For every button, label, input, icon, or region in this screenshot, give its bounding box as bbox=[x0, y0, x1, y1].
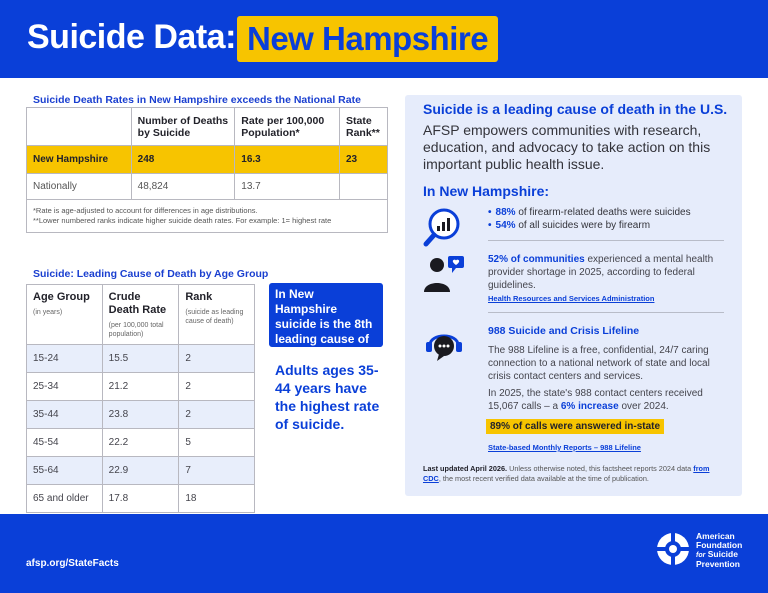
table-cell: 65 and older bbox=[27, 485, 103, 513]
bullet-firearm-deaths bbox=[488, 207, 728, 218]
person-chat-icon bbox=[422, 254, 468, 294]
header-sub: (per 100,000 total population) bbox=[108, 322, 164, 338]
table-cell: 16.3 bbox=[235, 146, 340, 174]
table-header-cell: Number of Deaths by Suicide bbox=[131, 108, 235, 146]
table-cell: 13.7 bbox=[235, 174, 340, 200]
updated-text-a: Unless otherwise noted, this factsheet reports 2024 data bbox=[509, 464, 692, 473]
table-cell: 23.8 bbox=[102, 401, 179, 429]
note-rank: **Lower numbered ranks indicate higher suicide death rates. For example: 1= highest rate bbox=[33, 216, 332, 225]
logo-line: Foundation bbox=[696, 540, 743, 550]
afsp-logo-text bbox=[696, 532, 742, 569]
table-row bbox=[27, 401, 255, 429]
table-cell bbox=[339, 174, 387, 200]
table-header-cell bbox=[102, 285, 179, 345]
statefacts-link[interactable]: afsp.org/StateFacts bbox=[26, 558, 119, 569]
bullet-suicides-firearm bbox=[488, 220, 728, 231]
calls-text bbox=[488, 387, 724, 413]
table-header-cell: Rate per 100,000 Population* bbox=[235, 108, 340, 146]
calls-text-b: over 2024. bbox=[621, 401, 669, 412]
headset-chat-icon bbox=[423, 323, 465, 365]
answered-in-state-highlight: 89% of calls were answered in-state bbox=[486, 419, 664, 434]
updated-text-b: , the most recent verified data available at the time of publication. bbox=[438, 474, 649, 483]
table-header-cell bbox=[27, 285, 103, 345]
table-cell: 15.5 bbox=[102, 345, 179, 373]
shortage-text bbox=[488, 253, 724, 292]
table-cell: 22.9 bbox=[102, 457, 179, 485]
cdc-link[interactable]: from CDC bbox=[423, 464, 710, 483]
shortage-rest: experienced a mental health provider shortage in 2025, according to federal guidelines. bbox=[488, 254, 714, 291]
table-cell: 45-54 bbox=[27, 429, 103, 457]
stat-bold: 88% bbox=[495, 207, 516, 218]
stat-bold: 54% bbox=[495, 220, 516, 231]
table-cell: Nationally bbox=[27, 174, 132, 200]
table-cell: 25-34 bbox=[27, 373, 103, 401]
last-updated-note bbox=[423, 464, 723, 484]
age-table-title: Suicide: Leading Cause of Death by Age Group bbox=[33, 268, 269, 280]
lifeline-text: The 988 Lifeline is a free, confidential, 24/7 caring connection to a national network of state and local crisis contact centers and services. bbox=[488, 345, 710, 382]
page-title: Suicide Data: bbox=[27, 18, 236, 56]
bullet-dot: • bbox=[488, 207, 492, 218]
table-cell: 18 bbox=[179, 485, 255, 513]
table-row bbox=[27, 429, 255, 457]
logo-for: for bbox=[696, 552, 706, 559]
table-header-cell bbox=[179, 285, 255, 345]
table-cell: 5 bbox=[179, 429, 255, 457]
footer-banner bbox=[0, 514, 768, 593]
logo-line: American bbox=[696, 531, 735, 541]
divider bbox=[488, 312, 724, 313]
logo-line: Prevention bbox=[696, 559, 740, 569]
table-row bbox=[27, 345, 255, 373]
table-cell: 22.2 bbox=[102, 429, 179, 457]
reports-link[interactable]: State-based Monthly Reports – 988 Lifeline bbox=[488, 443, 641, 452]
panel-heading: Suicide is a leading cause of death in the U.S. bbox=[423, 101, 728, 117]
table-cell: 35-44 bbox=[27, 401, 103, 429]
panel-intro: AFSP empowers communities with research, education, and advocacy to take action on this important public health issue. bbox=[423, 122, 711, 172]
state-heading: In New Hampshire: bbox=[423, 183, 550, 199]
table-cell: 17.8 bbox=[102, 485, 179, 513]
table-header-row bbox=[27, 108, 388, 146]
table-header-row bbox=[27, 285, 255, 345]
shortage-bold: 52% of communities bbox=[488, 254, 585, 265]
table-header-cell bbox=[27, 108, 132, 146]
magnifier-chart-icon bbox=[422, 205, 468, 251]
table-cell: 23 bbox=[339, 146, 387, 174]
table-cell: 7 bbox=[179, 457, 255, 485]
logo-suicide: Suicide bbox=[707, 549, 738, 559]
table-row bbox=[27, 373, 255, 401]
lifeline-heading: 988 Suicide and Crisis Lifeline bbox=[488, 325, 640, 337]
table-row-new-hampshire bbox=[27, 146, 388, 174]
updated-date: Last updated April 2026. bbox=[423, 464, 508, 473]
leading-cause-callout: In New Hampshire suicide is the 8th leading cause of death overall. bbox=[269, 283, 383, 347]
stat-text: of all suicides were by firearm bbox=[518, 220, 651, 231]
table-cell: 15-24 bbox=[27, 345, 103, 373]
table-cell: 2 bbox=[179, 345, 255, 373]
calls-increase: 6% increase bbox=[560, 401, 619, 412]
header-sub: (in years) bbox=[33, 309, 63, 316]
table-cell: 2 bbox=[179, 373, 255, 401]
header-sub: (suicide as leading cause of death) bbox=[185, 309, 244, 325]
table-notes bbox=[27, 200, 388, 233]
header-banner bbox=[0, 0, 768, 78]
header-label: Crude Death Rate bbox=[108, 291, 167, 316]
table-row bbox=[27, 457, 255, 485]
state-name-badge: New Hampshire bbox=[237, 16, 498, 62]
header-label: Age Group bbox=[33, 291, 90, 303]
table-cell: 55-64 bbox=[27, 457, 103, 485]
table-row-national bbox=[27, 174, 388, 200]
hrsa-link[interactable]: Health Resources and Services Administration bbox=[488, 294, 655, 303]
table-cell: 248 bbox=[131, 146, 235, 174]
stat-text: of firearm-related deaths were suicides bbox=[518, 207, 691, 218]
header-label: Rank bbox=[185, 291, 213, 303]
afsp-logo-icon bbox=[655, 531, 691, 567]
table-header-cell: State Rank** bbox=[339, 108, 387, 146]
rates-table-title: Suicide Death Rates in New Hampshire exceeds the National Rate bbox=[33, 94, 361, 106]
table-cell: 2 bbox=[179, 401, 255, 429]
rates-table bbox=[26, 107, 388, 233]
divider bbox=[488, 240, 724, 241]
table-cell: 21.2 bbox=[102, 373, 179, 401]
table-cell: 48,824 bbox=[131, 174, 235, 200]
table-notes-row bbox=[27, 200, 388, 233]
adults-highest-rate-text: Adults ages 35-44 years have the highest rate of suicide. bbox=[275, 362, 380, 432]
table-cell: New Hampshire bbox=[27, 146, 132, 174]
age-group-table bbox=[26, 284, 255, 513]
calls-text-a: In 2025, the state's 988 contact centers received 15,067 calls – a bbox=[488, 388, 703, 412]
bullet-dot: • bbox=[488, 220, 492, 231]
note-age-adjusted: *Rate is age-adjusted to account for differences in age distributions. bbox=[33, 206, 258, 215]
table-row bbox=[27, 485, 255, 513]
